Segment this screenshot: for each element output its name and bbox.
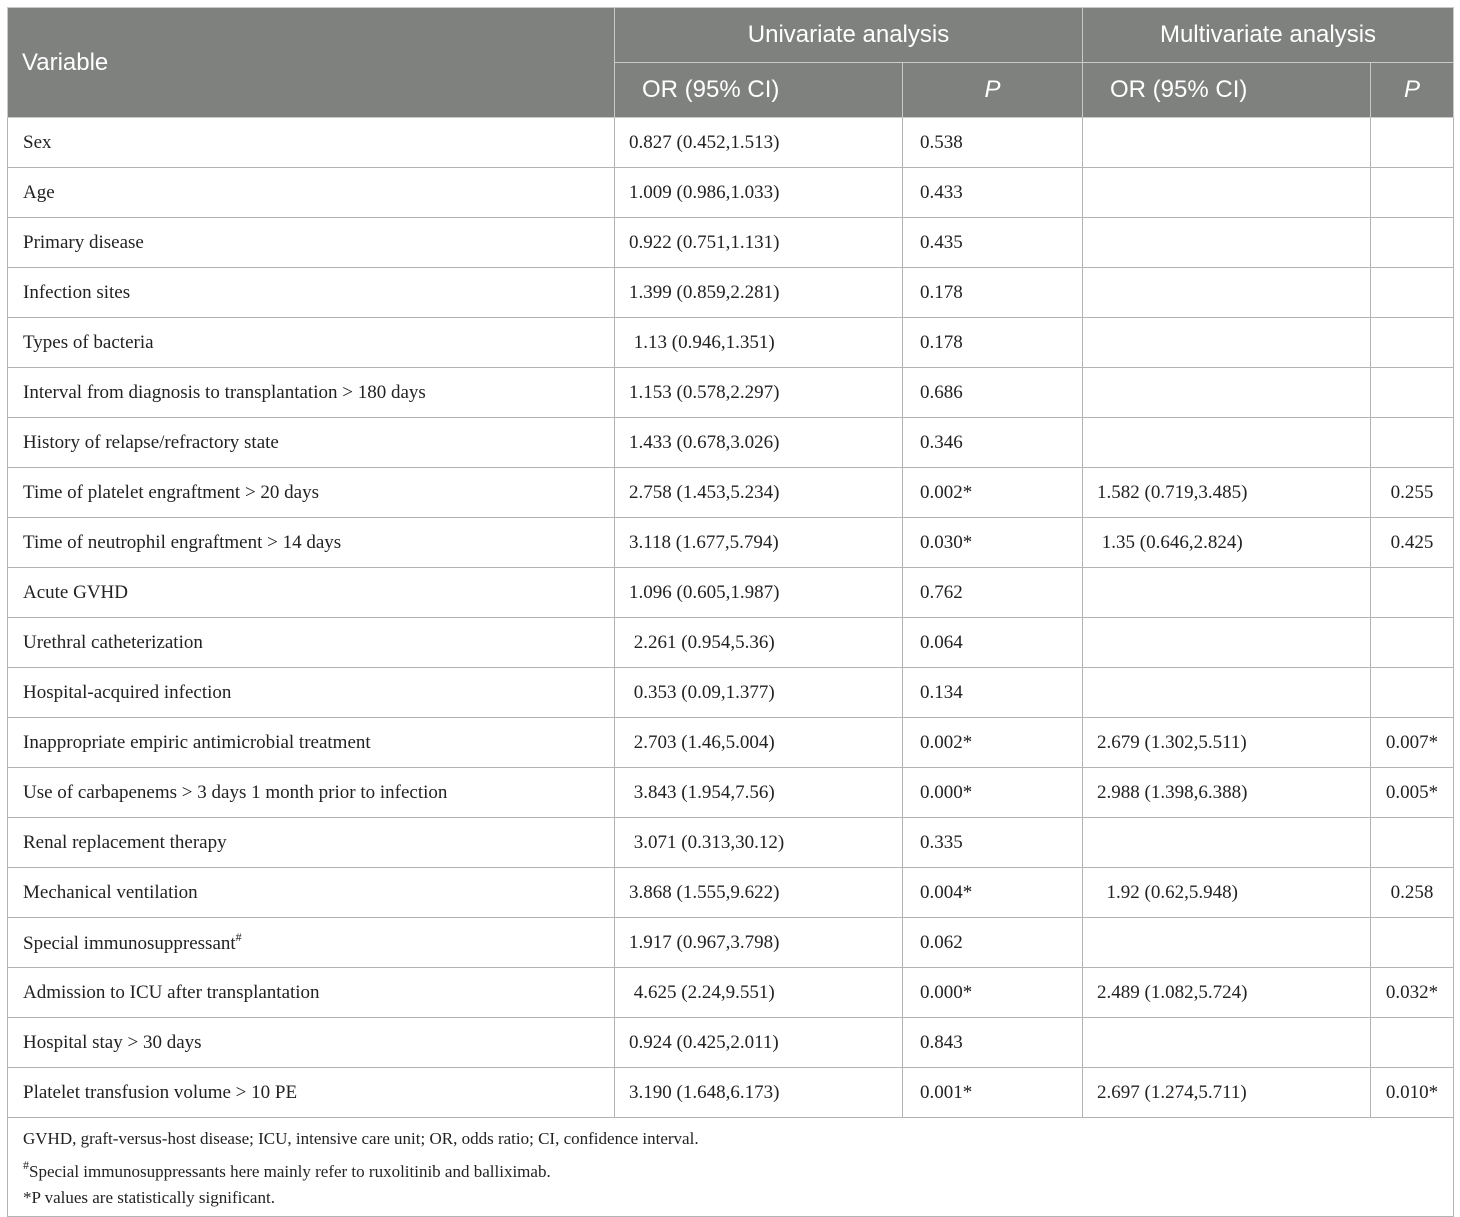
table-row (8, 568, 1454, 618)
cell-multi-or: 1.35 (0.646,2.824) (1083, 518, 1371, 568)
cell-uni-p: 0.002* (903, 468, 1083, 518)
header-uni-or: OR (95% CI) (615, 63, 903, 118)
table-footnotes (8, 1118, 1454, 1217)
cell-multi-p (1371, 568, 1454, 618)
cell-variable: Types of bacteria (8, 318, 615, 368)
cell-uni-or: 1.009 (0.986,1.033) (615, 168, 903, 218)
header-variable: Variable (8, 8, 615, 118)
cell-uni-p: 0.178 (903, 268, 1083, 318)
cell-multi-or: 2.679 (1.302,5.511) (1083, 718, 1371, 768)
table-row (8, 818, 1454, 868)
cell-variable: Use of carbapenems > 3 days 1 month prior to infection (8, 768, 615, 818)
cell-multi-or (1083, 818, 1371, 868)
cell-multi-or (1083, 218, 1371, 268)
cell-variable: Urethral catheterization (8, 618, 615, 668)
cell-variable: Hospital-acquired infection (8, 668, 615, 718)
cell-uni-p: 0.762 (903, 568, 1083, 618)
cell-multi-p (1371, 818, 1454, 868)
cell-multi-p (1371, 268, 1454, 318)
table-row (8, 118, 1454, 168)
cell-uni-p: 0.538 (903, 118, 1083, 168)
cell-multi-p (1371, 168, 1454, 218)
cell-uni-p: 0.686 (903, 368, 1083, 418)
cell-variable: Mechanical ventilation (8, 868, 615, 918)
cell-multi-or (1083, 318, 1371, 368)
cell-uni-p: 0.004* (903, 868, 1083, 918)
cell-uni-p: 0.000* (903, 768, 1083, 818)
cell-multi-or: 2.988 (1.398,6.388) (1083, 768, 1371, 818)
cell-variable: Age (8, 168, 615, 218)
cell-uni-p: 0.346 (903, 418, 1083, 468)
cell-multi-or: 2.489 (1.082,5.724) (1083, 968, 1371, 1018)
cell-uni-or: 0.924 (0.425,2.011) (615, 1018, 903, 1068)
cell-uni-p: 0.002* (903, 718, 1083, 768)
cell-multi-p: 0.005* (1371, 768, 1454, 818)
table-row (8, 768, 1454, 818)
cell-multi-or (1083, 118, 1371, 168)
cell-multi-or: 1.92 (0.62,5.948) (1083, 868, 1371, 918)
table-body (8, 118, 1454, 1118)
cell-multi-p (1371, 218, 1454, 268)
table-row (8, 718, 1454, 768)
cell-uni-or: 1.433 (0.678,3.026) (615, 418, 903, 468)
cell-variable: Primary disease (8, 218, 615, 268)
cell-multi-or (1083, 418, 1371, 468)
footnote-significance: *P values are statistically significant. (23, 1188, 275, 1207)
cell-multi-or (1083, 168, 1371, 218)
table-row (8, 268, 1454, 318)
cell-uni-or: 1.153 (0.578,2.297) (615, 368, 903, 418)
cell-uni-or: 0.827 (0.452,1.513) (615, 118, 903, 168)
cell-uni-or: 3.071 (0.313,30.12) (615, 818, 903, 868)
cell-uni-p: 0.030* (903, 518, 1083, 568)
cell-variable: Platelet transfusion volume > 10 PE (8, 1068, 615, 1118)
cell-multi-or: 1.582 (0.719,3.485) (1083, 468, 1371, 518)
footnote-special-mark: # (23, 1158, 29, 1172)
cell-multi-p (1371, 1018, 1454, 1068)
cell-multi-p (1371, 368, 1454, 418)
cell-uni-or: 1.399 (0.859,2.281) (615, 268, 903, 318)
cell-multi-p (1371, 418, 1454, 468)
table-row (8, 968, 1454, 1018)
cell-multi-or (1083, 618, 1371, 668)
cell-uni-or: 4.625 (2.24,9.551) (615, 968, 903, 1018)
cell-multi-p (1371, 618, 1454, 668)
table-row (8, 468, 1454, 518)
cell-multi-p (1371, 918, 1454, 968)
footnote-special (23, 1152, 1438, 1185)
cell-variable: Special immunosuppressant# (8, 918, 615, 968)
cell-multi-p: 0.007* (1371, 718, 1454, 768)
header-multi-or: OR (95% CI) (1083, 63, 1371, 118)
cell-uni-p: 0.843 (903, 1018, 1083, 1068)
cell-variable: Acute GVHD (8, 568, 615, 618)
header-univariate: Univariate analysis (615, 8, 1083, 63)
cell-uni-p: 0.433 (903, 168, 1083, 218)
cell-multi-p: 0.255 (1371, 468, 1454, 518)
table-row (8, 1018, 1454, 1068)
cell-multi-or (1083, 368, 1371, 418)
cell-multi-p: 0.258 (1371, 868, 1454, 918)
cell-multi-or (1083, 568, 1371, 618)
cell-variable: Renal replacement therapy (8, 818, 615, 868)
cell-uni-p: 0.064 (903, 618, 1083, 668)
cell-uni-or: 2.758 (1.453,5.234) (615, 468, 903, 518)
cell-uni-p: 0.134 (903, 668, 1083, 718)
cell-uni-or: 0.922 (0.751,1.131) (615, 218, 903, 268)
superscript-mark: # (235, 930, 242, 944)
cell-uni-p: 0.001* (903, 1068, 1083, 1118)
cell-multi-p (1371, 318, 1454, 368)
table-row (8, 218, 1454, 268)
cell-multi-p: 0.425 (1371, 518, 1454, 568)
cell-variable: Admission to ICU after transplantation (8, 968, 615, 1018)
cell-multi-or (1083, 1018, 1371, 1068)
footnote-cell (8, 1118, 1454, 1217)
cell-multi-p (1371, 668, 1454, 718)
cell-uni-or: 1.917 (0.967,3.798) (615, 918, 903, 968)
cell-variable: Time of platelet engraftment > 20 days (8, 468, 615, 518)
cell-uni-p: 0.435 (903, 218, 1083, 268)
cell-variable: Interval from diagnosis to transplantation > 180 days (8, 368, 615, 418)
table-header (8, 8, 1454, 118)
cell-uni-or: 1.13 (0.946,1.351) (615, 318, 903, 368)
cell-uni-or: 2.261 (0.954,5.36) (615, 618, 903, 668)
header-multivariate: Multivariate analysis (1083, 8, 1454, 63)
cell-uni-or: 3.868 (1.555,9.622) (615, 868, 903, 918)
table-row (8, 518, 1454, 568)
table-row (8, 1068, 1454, 1118)
cell-uni-or: 3.190 (1.648,6.173) (615, 1068, 903, 1118)
table-row (8, 668, 1454, 718)
cell-variable: Inappropriate empiric antimicrobial treatment (8, 718, 615, 768)
cell-uni-p: 0.062 (903, 918, 1083, 968)
cell-multi-or (1083, 668, 1371, 718)
cell-multi-or (1083, 918, 1371, 968)
cell-variable: History of relapse/refractory state (8, 418, 615, 468)
cell-variable: Sex (8, 118, 615, 168)
header-multi-p: P (1371, 63, 1454, 118)
cell-multi-p: 0.032* (1371, 968, 1454, 1018)
cell-uni-or: 3.843 (1.954,7.56) (615, 768, 903, 818)
cell-uni-p: 0.178 (903, 318, 1083, 368)
cell-uni-or: 0.353 (0.09,1.377) (615, 668, 903, 718)
table-row (8, 868, 1454, 918)
table-row (8, 418, 1454, 468)
cell-variable: Hospital stay > 30 days (8, 1018, 615, 1068)
cell-multi-or: 2.697 (1.274,5.711) (1083, 1068, 1371, 1118)
cell-uni-p: 0.000* (903, 968, 1083, 1018)
cell-uni-p: 0.335 (903, 818, 1083, 868)
footnote-abbreviations: GVHD, graft-versus-host disease; ICU, intensive care unit; OR, odds ratio; CI, confidence interval. (23, 1129, 699, 1148)
cell-uni-or: 2.703 (1.46,5.004) (615, 718, 903, 768)
cell-multi-p: 0.010* (1371, 1068, 1454, 1118)
table-row (8, 618, 1454, 668)
cell-multi-or (1083, 268, 1371, 318)
cell-variable: Infection sites (8, 268, 615, 318)
cell-uni-or: 1.096 (0.605,1.987) (615, 568, 903, 618)
table-row (8, 918, 1454, 968)
header-uni-p: P (903, 63, 1083, 118)
cell-uni-or: 3.118 (1.677,5.794) (615, 518, 903, 568)
footnote-special-text: Special immunosuppressants here mainly refer to ruxolitinib and balliximab. (29, 1162, 551, 1181)
results-table (7, 7, 1454, 1217)
cell-multi-p (1371, 118, 1454, 168)
table-row (8, 318, 1454, 368)
cell-variable: Time of neutrophil engraftment > 14 days (8, 518, 615, 568)
table-row (8, 368, 1454, 418)
table-row (8, 168, 1454, 218)
